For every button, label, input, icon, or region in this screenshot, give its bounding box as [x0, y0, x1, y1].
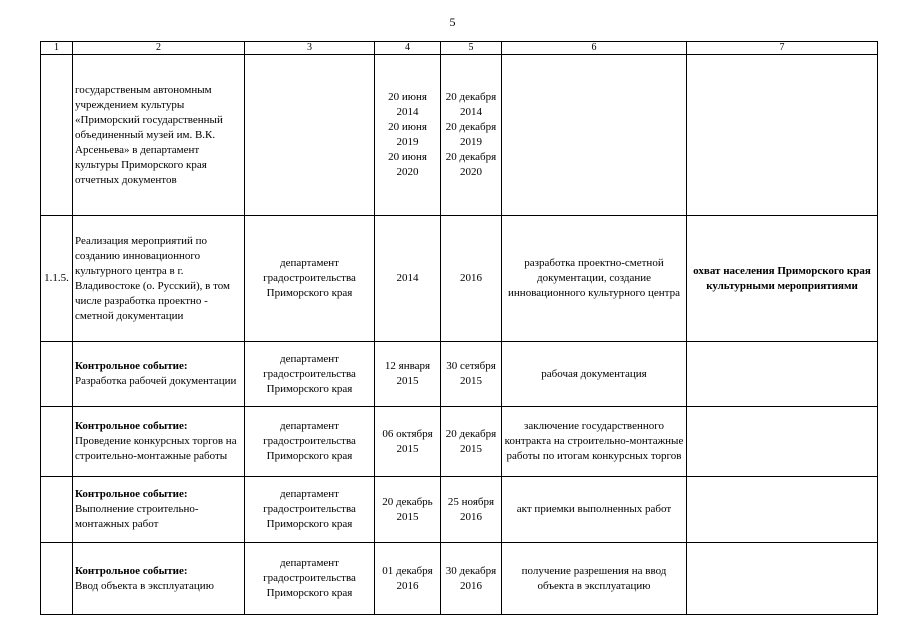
item-number-cell — [41, 407, 73, 477]
end-date: 25 ноября 2016 — [447, 495, 495, 523]
executor-cell — [245, 543, 375, 615]
end-date: 20 декабря 2014 — [445, 91, 497, 118]
column-number-7: 7 — [687, 42, 878, 55]
executor-text: департамент градостроительства Приморского края — [263, 352, 356, 395]
table-row — [41, 407, 878, 477]
column-number-row — [41, 42, 878, 55]
activity-cell — [73, 342, 245, 407]
item-number-cell — [41, 342, 73, 407]
table-row — [41, 342, 878, 407]
result-cell — [502, 477, 687, 543]
end-date: 2016 — [460, 272, 482, 284]
executor-text: департамент градостроительства Приморского края — [263, 257, 356, 299]
activity-cell — [73, 477, 245, 543]
start-date-cell — [375, 342, 441, 407]
executor-cell — [245, 55, 375, 216]
start-date: 2014 — [396, 272, 419, 284]
plan-table — [40, 41, 878, 615]
column-number-6: 6 — [502, 42, 687, 55]
result-text: заключение государственного контракта на строительно-монтажные работы по итогам конкурсных торгов — [504, 420, 684, 462]
indicator-cell — [687, 55, 878, 216]
activity-cell — [73, 216, 245, 342]
result-text: разработка проектно-сметной документации, создание инновационного культурного центра — [508, 257, 680, 299]
start-date: 20 июня 2014 — [388, 91, 427, 118]
executor-cell — [245, 407, 375, 477]
result-text: акт приемки выполненных работ — [516, 503, 672, 515]
table-row — [41, 477, 878, 543]
end-date-cell — [441, 216, 502, 342]
end-date: 30 сетября 2015 — [446, 360, 496, 387]
table-row — [41, 216, 878, 342]
indicator-cell — [687, 543, 878, 615]
item-number-cell — [41, 55, 73, 216]
item-number-cell — [41, 477, 73, 543]
end-date-cell — [441, 543, 502, 615]
activity-text: Проведение конкурсных торгов на строительно-монтажные работы — [75, 435, 237, 462]
start-date-cell — [375, 216, 441, 342]
indicator-cell — [687, 216, 878, 342]
result-text: рабочая документация — [541, 367, 647, 380]
control-event-title: Контрольное событие: — [75, 488, 188, 500]
executor-text: департамент градостроительства Приморского края — [263, 488, 356, 530]
start-date-cell — [375, 55, 441, 216]
activity-text: Разработка рабочей документации — [75, 375, 237, 387]
start-date: 01 декабря 2016 — [382, 564, 433, 592]
control-event-title: Контрольное событие: — [75, 420, 188, 432]
table-row — [41, 55, 878, 216]
executor-cell — [245, 477, 375, 543]
end-date: 20 декабря 2015 — [445, 427, 497, 455]
indicator-cell — [687, 342, 878, 407]
control-event-title: Контрольное событие: — [75, 360, 188, 372]
indicator-cell — [687, 477, 878, 543]
result-text: получение разрешения на ввод объекта в эксплуатацию — [521, 564, 667, 592]
column-number-2: 2 — [73, 42, 245, 55]
start-date: 12 января 2015 — [384, 360, 431, 387]
start-date: 06 октября 2015 — [382, 427, 433, 455]
executor-text: департамент градостроительства Приморского края — [263, 557, 356, 599]
start-date: 20 июня 2019 — [388, 121, 427, 148]
result-cell — [502, 342, 687, 407]
column-number-5: 5 — [441, 42, 502, 55]
activity-cell — [73, 407, 245, 477]
executor-text: департамент градостроительства Приморского края — [263, 420, 356, 462]
column-number-1: 1 — [41, 42, 73, 55]
control-event-title: Контрольное событие: — [75, 564, 188, 577]
table-body — [41, 42, 878, 615]
indicator-cell — [687, 407, 878, 477]
result-cell — [502, 543, 687, 615]
activity-cell — [73, 55, 245, 216]
item-number-cell — [41, 543, 73, 615]
end-date: 30 декабря 2016 — [445, 564, 497, 592]
executor-cell — [245, 342, 375, 407]
indicator-text: охват населения Приморского края культурными мероприятиями — [693, 264, 871, 292]
start-date-cell — [375, 407, 441, 477]
activity-text: Реализация мероприятий по созданию инновационного культурного центра в г. Владивостоке (о. Русский), в том числе разработка проектно - сметной документации — [75, 234, 231, 322]
activity-text: государственым автономным учреждением культуры «Приморский государственный объединенный музей им. В.К. Арсеньева» в департамент культуры Приморского края отчетных документов — [75, 83, 223, 186]
table-row — [41, 543, 878, 615]
item-number: 1.1.5. — [44, 272, 69, 284]
start-date-cell — [375, 477, 441, 543]
end-date-cell — [441, 342, 502, 407]
start-date-cell — [375, 543, 441, 615]
start-date: 20 декабрь 2015 — [382, 495, 433, 523]
end-date-cell — [441, 55, 502, 216]
end-date-cell — [441, 477, 502, 543]
executor-cell — [245, 216, 375, 342]
item-number-cell — [41, 216, 73, 342]
activity-text: Выполнение строительно-монтажных работ — [75, 503, 199, 530]
end-date-cell — [441, 407, 502, 477]
result-cell — [502, 55, 687, 216]
column-number-3: 3 — [245, 42, 375, 55]
activity-text: Ввод объекта в эксплуатацию — [75, 579, 214, 592]
result-cell — [502, 407, 687, 477]
end-date: 20 декабря 2020 — [445, 151, 497, 178]
column-number-4: 4 — [375, 42, 441, 55]
start-date: 20 июня 2020 — [388, 151, 427, 178]
end-date: 20 декабря 2019 — [445, 121, 497, 148]
page-number: 5 — [449, 15, 456, 29]
activity-cell — [73, 543, 245, 615]
result-cell — [502, 216, 687, 342]
